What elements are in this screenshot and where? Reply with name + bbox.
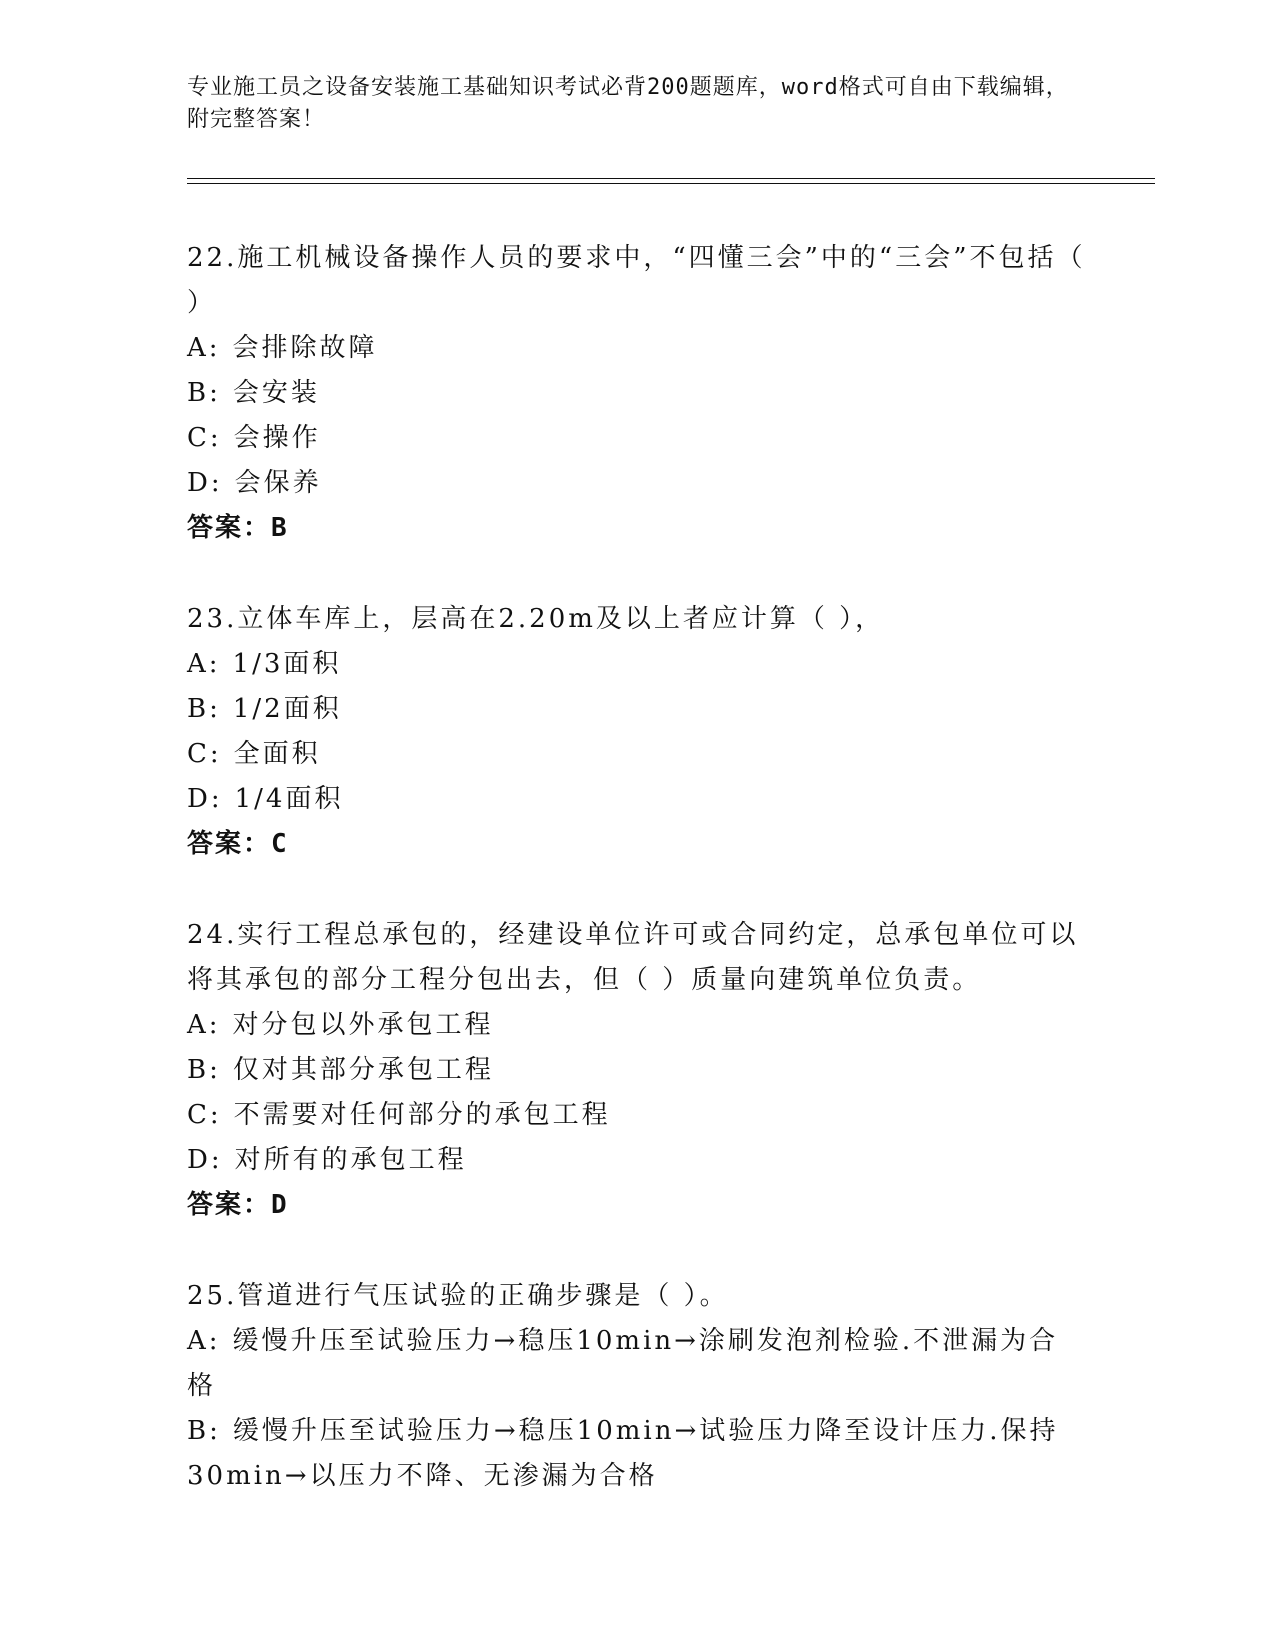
option-label: C: [187, 1100, 222, 1130]
option-label: D: [187, 784, 223, 814]
option-b [187, 1409, 1087, 1499]
option-label: D: [187, 1145, 223, 1175]
option-label: D: [187, 468, 223, 498]
option-a [187, 326, 1087, 371]
option-c [187, 1093, 1087, 1138]
answer: 答案：C [187, 829, 289, 859]
question-stem: 25.管道进行气压试验的正确步骤是（ ）。 [187, 1281, 729, 1311]
option-d [187, 461, 1087, 506]
option-text: 仅对其部分承包工程 [232, 1055, 494, 1085]
option-label: B: [187, 694, 221, 724]
header-divider-bottom [187, 183, 1155, 184]
option-text: 不需要对任何部分的承包工程 [233, 1100, 611, 1130]
question-24 [187, 913, 1087, 1228]
question-stem: 24.实行工程总承包的，经建设单位许可或合同约定，总承包单位可以将其承包的部分工程分包出去，但（ ）质量向建筑单位负责。 [187, 920, 1079, 995]
option-c [187, 416, 1087, 461]
question-stem: 22.施工机械设备操作人员的要求中，“四懂三会”中的“三会”不包括（ ） [187, 243, 1086, 318]
option-text: 对分包以外承包工程 [232, 1010, 494, 1040]
option-d [187, 777, 1087, 822]
document-header: 专业施工员之设备安装施工基础知识考试必背200题题库，word格式可自由下载编辑，附完整答案！ [187, 75, 1069, 132]
question-23 [187, 597, 1087, 867]
option-text: 会保养 [234, 468, 322, 498]
answer: 答案：D [187, 1190, 289, 1220]
option-text: 缓慢升压至试验压力→稳压10min→试验压力降至设计压力.保持30min→以压力不降、无渗漏为合格 [187, 1416, 1059, 1491]
option-label: A: [187, 1010, 221, 1040]
option-text: 对所有的承包工程 [234, 1145, 467, 1175]
option-a [187, 1003, 1087, 1048]
option-c [187, 732, 1087, 777]
option-text: 会操作 [233, 423, 321, 453]
option-text: 会排除故障 [232, 333, 378, 363]
option-label: A: [187, 649, 221, 679]
option-label: B: [187, 1055, 221, 1085]
option-text: 全面积 [233, 739, 321, 769]
option-a [187, 1319, 1087, 1409]
question-25 [187, 1274, 1087, 1499]
option-label: A: [187, 333, 221, 363]
option-a [187, 642, 1087, 687]
question-22 [187, 236, 1087, 551]
option-d [187, 1138, 1087, 1183]
option-label: B: [187, 1416, 221, 1446]
option-text: 1/4面积 [234, 784, 344, 814]
option-b [187, 371, 1087, 416]
option-label: A: [187, 1326, 221, 1356]
option-b [187, 1048, 1087, 1093]
option-text: 1/2面积 [232, 694, 342, 724]
option-text: 1/3面积 [232, 649, 342, 679]
header-divider-top [187, 178, 1155, 179]
option-label: B: [187, 378, 221, 408]
option-b [187, 687, 1087, 732]
option-label: C: [187, 423, 222, 453]
option-label: C: [187, 739, 222, 769]
question-stem: 23.立体车库上，层高在2.20m及以上者应计算（ ）， [187, 604, 885, 634]
option-text: 缓慢升压至试验压力→稳压10min→涂刷发泡剂检验.不泄漏为合格 [187, 1326, 1059, 1401]
question-list [187, 236, 1087, 1545]
answer: 答案：B [187, 513, 289, 543]
option-text: 会安装 [232, 378, 320, 408]
